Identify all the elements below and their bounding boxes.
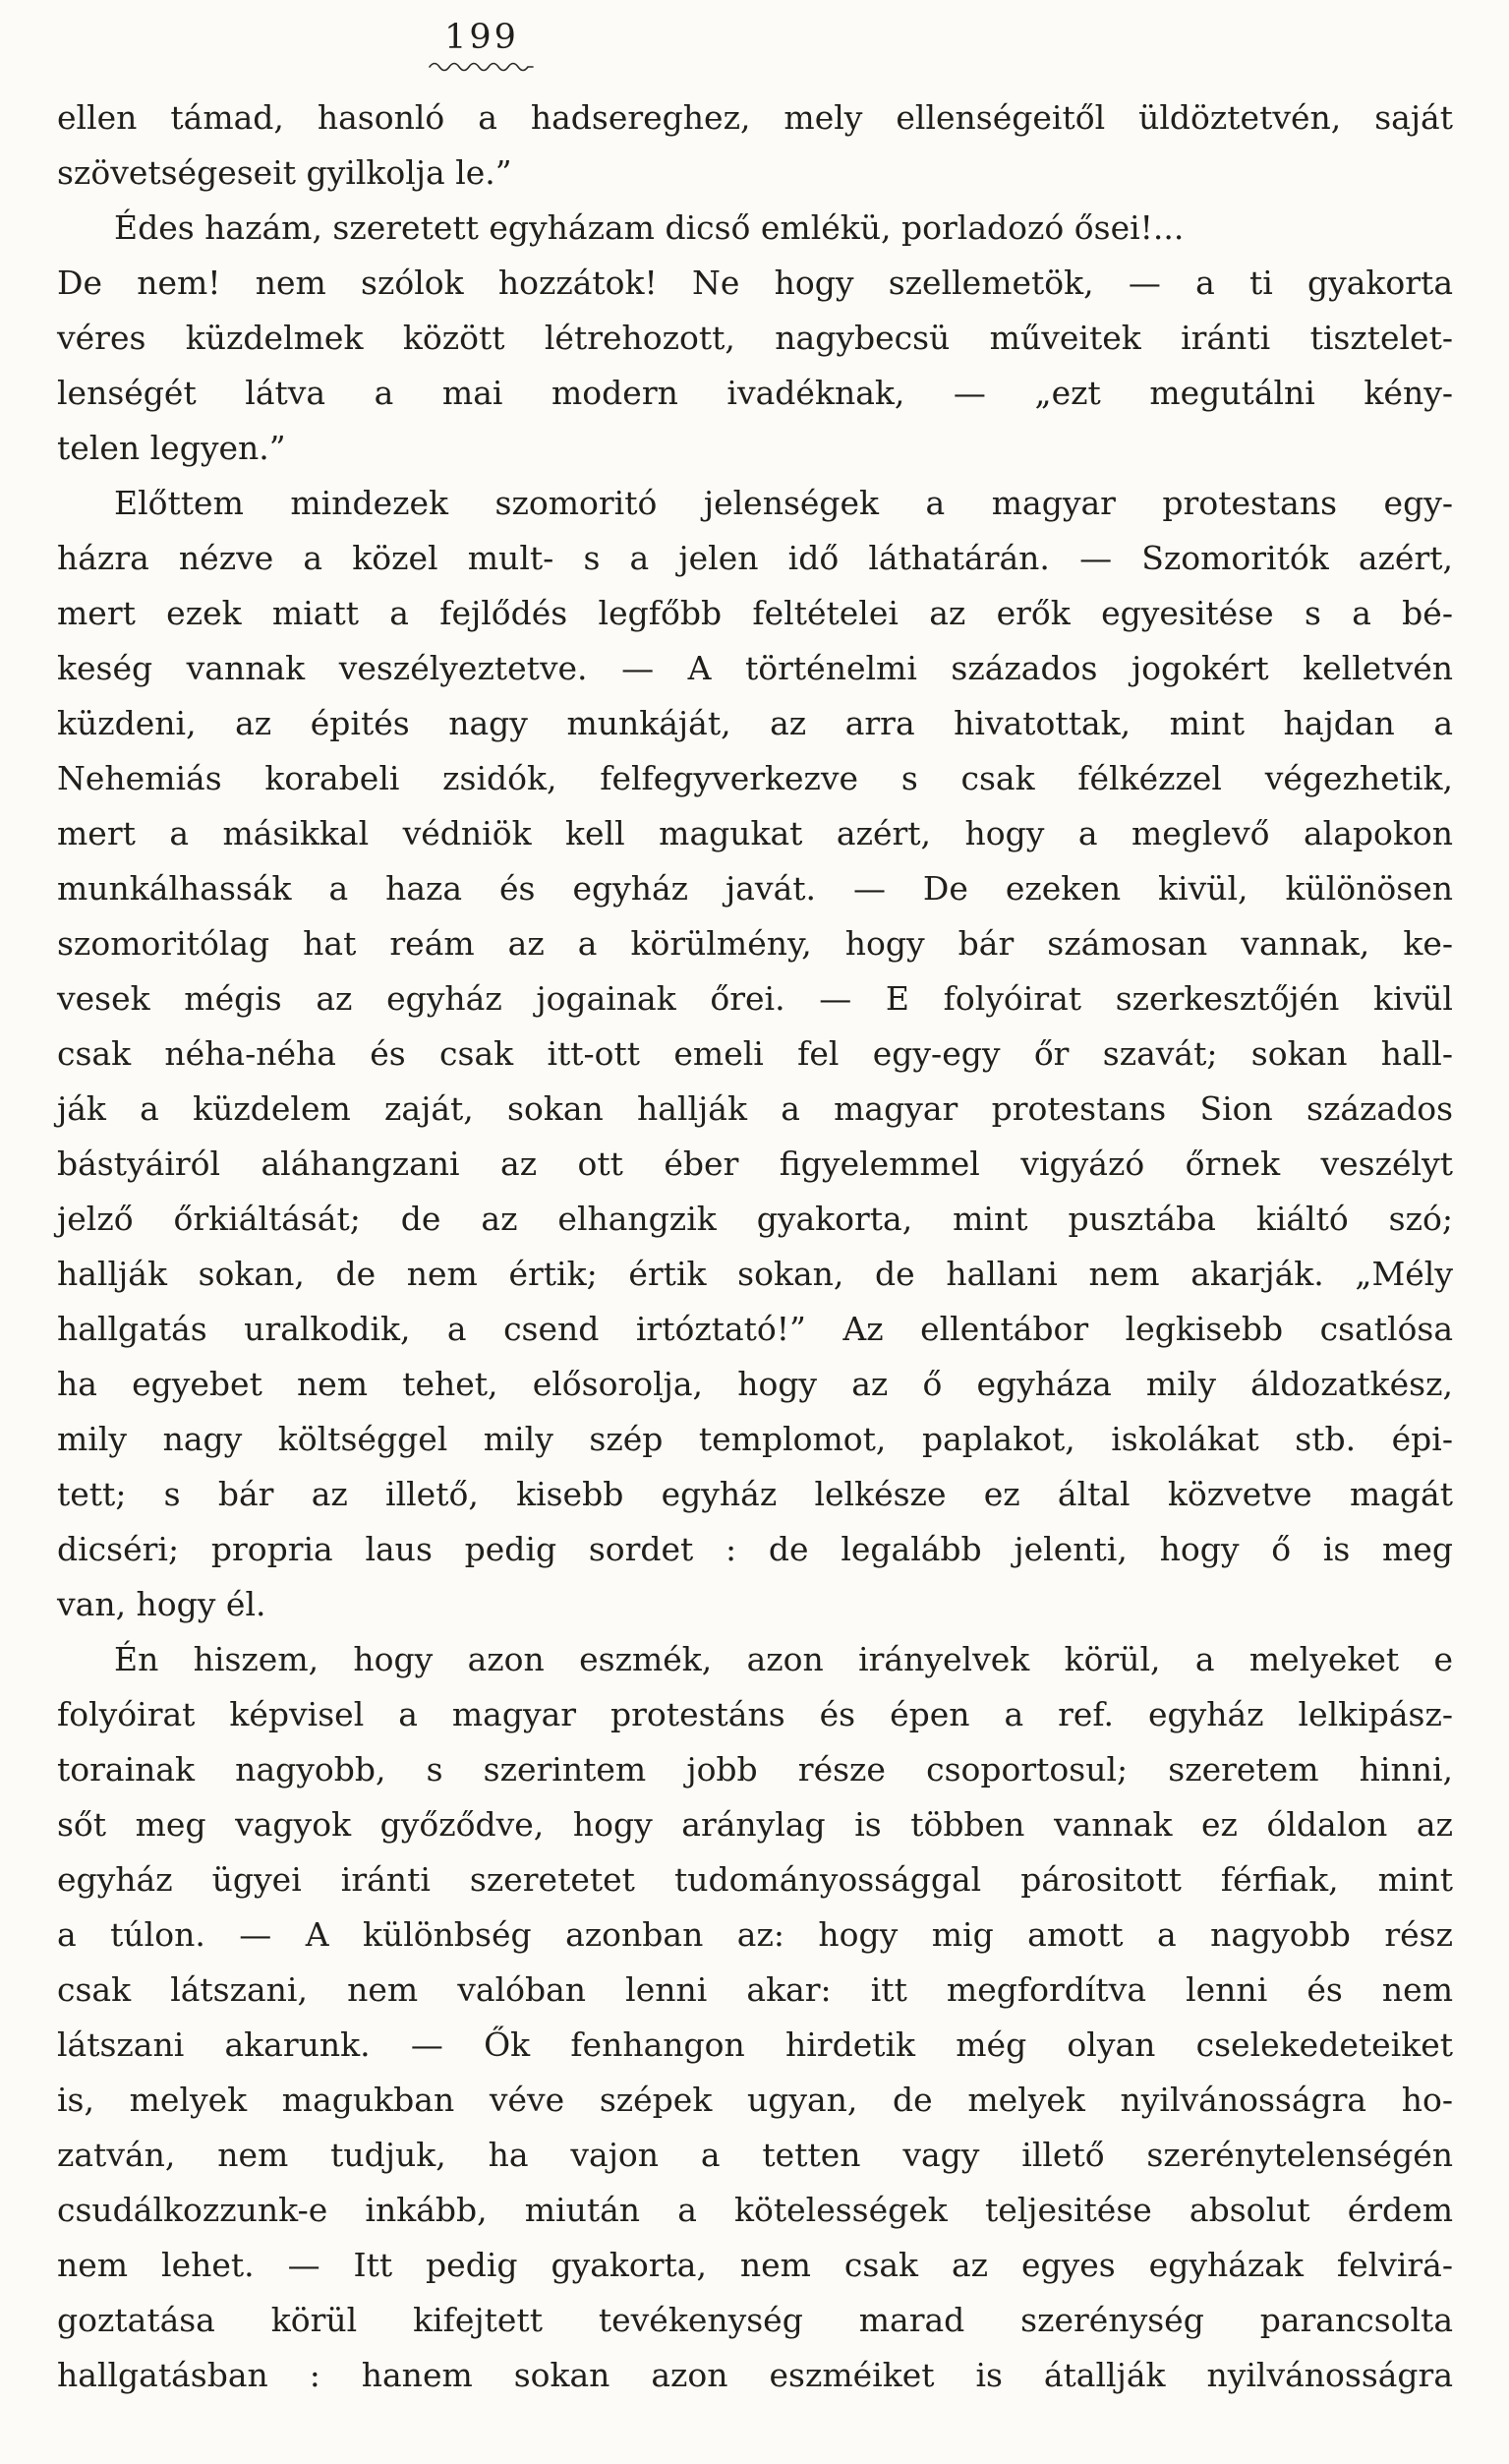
text-line: ha egyebet nem tehet, elősorolja, hogy az ő egyháza mily áldozatkész, (57, 1365, 1453, 1403)
text-line: telen legyen.” (57, 429, 286, 467)
text-line: keség vannak veszélyeztetve. — A történelmi százados jogokért kelletvén (57, 649, 1453, 687)
text-line: látszani akarunk. — Ők fenhangon hirdetik még olyan cselekedeteiket (57, 2025, 1453, 2064)
text-line: jelző őrkiáltását; de az elhangzik gyakorta, mint pusztába kiáltó szó; (57, 1200, 1453, 1238)
text-line: tett; s bár az illető, kisebb egyház lelkésze ez által közvetve magát (57, 1475, 1453, 1513)
text-line: mily nagy költséggel mily szép templomot, paplakot, iskolákat stb. épi- (57, 1420, 1453, 1458)
text-line: a túlon. — A különbség azonban az: hogy mig amott a nagyobb rész (57, 1915, 1453, 1954)
page-text (57, 90, 1453, 2403)
text-line: csudálkozzunk-e inkább, miután a kötelességek teljesitése absolut érdem (57, 2191, 1453, 2229)
text-line: csak néha-néha és csak itt-ott emeli fel egy-egy őr szavát; sokan hall- (57, 1034, 1453, 1073)
text-line: dicséri; propria laus pedig sordet : de legalább jelenti, hogy ő is meg (57, 1530, 1453, 1568)
text-line: mert ezek miatt a fejlődés legfőbb feltételei az erők egyesitése s a bé- (57, 594, 1453, 632)
text-line: sőt meg vagyok győződve, hogy aránylag is többen vannak ez óldalon az (57, 1805, 1453, 1844)
text-line: Nehemiás korabeli zsidók, felfegyverkezve s csak félkézzel végezhetik, (57, 759, 1453, 797)
text-line: folyóirat képvisel a magyar protestáns és épen a ref. egyház lelkipász- (57, 1695, 1453, 1733)
text-line: mert a másikkal védniök kell magukat azért, hogy a meglevő alapokon (57, 814, 1453, 852)
squiggle-divider-icon (427, 59, 537, 73)
text-line: is, melyek magukban véve szépek ugyan, de melyek nyilvánosságra ho- (57, 2081, 1453, 2119)
text-line: ják a küzdelem zaját, sokan hallják a magyar protestans Sion százados (57, 1089, 1453, 1128)
text-line: zatván, nem tudjuk, ha vajon a tetten vagy illető szerénytelenségén (57, 2136, 1453, 2174)
text-line: torainak nagyobb, s szerintem jobb része csoportosul; szeretem hinni, (57, 1750, 1453, 1789)
text-line: küzdeni, az épités nagy munkáját, az arra hivatottak, mint hajdan a (57, 704, 1453, 742)
text-line: goztatása körül kifejtett tevékenység marad szerénység parancsolta (57, 2301, 1453, 2339)
text-line: véres küzdelmek között létrehozott, nagybecsü műveitek iránti tisztelet- (57, 319, 1453, 357)
text-line: hallják sokan, de nem értik; értik sokan, de hallani nem akarják. „Mély (57, 1255, 1453, 1293)
text-line: Én hiszem, hogy azon eszmék, azon irányelvek körül, a melyeket e (114, 1640, 1453, 1678)
text-line: lenségét látva a mai modern ivadéknak, — „ezt megutálni kény- (57, 374, 1453, 412)
text-line: De nem! nem szólok hozzátok! Ne hogy szellemetök, — a ti gyakorta (57, 264, 1453, 302)
text-line: Édes hazám, szeretett egyházam dicső emlékü, porladozó ősei!... (114, 208, 1185, 247)
text-line: hallgatás uralkodik, a csend irtóztató!” Az ellentábor legkisebb csatlósa (57, 1310, 1453, 1348)
text-line: nem lehet. — Itt pedig gyakorta, nem csak az egyes egyházak felvirá- (57, 2246, 1453, 2284)
page-header (408, 18, 555, 73)
text-line: munkálhassák a haza és egyház javát. — De ezeken kivül, különösen (57, 869, 1453, 908)
text-line: Előttem mindezek szomoritó jelenségek a magyar protestans egy- (114, 484, 1453, 522)
text-line: hallgatásban : hanem sokan azon eszméiket is átallják nyilvánosságra (57, 2356, 1453, 2394)
text-line: szövetségeseit gyilkolja le.” (57, 153, 512, 192)
text-line: egyház ügyei iránti szeretetet tudományossággal párositott férfiak, mint (57, 1860, 1453, 1899)
text-line: ellen támad, hasonló a hadsereghez, mely ellenségeitől üldöztetvén, saját (57, 98, 1453, 137)
text-line: vesek mégis az egyház jogainak őrei. — E folyóirat szerkesztőjén kivül (57, 979, 1453, 1018)
page-number: 199 (444, 18, 519, 57)
text-line: bástyáiról aláhangzani az ott éber figyelemmel vigyázó őrnek veszélyt (57, 1144, 1453, 1183)
text-line: házra nézve a közel mult- s a jelen idő láthatárán. — Szomoritók azért, (57, 539, 1453, 577)
text-line: szomoritólag hat reám az a körülmény, hogy bár számosan vannak, ke- (57, 924, 1453, 963)
text-line: van, hogy él. (57, 1585, 266, 1623)
text-line: csak látszani, nem valóban lenni akar: itt megfordítva lenni és nem (57, 1970, 1453, 2009)
